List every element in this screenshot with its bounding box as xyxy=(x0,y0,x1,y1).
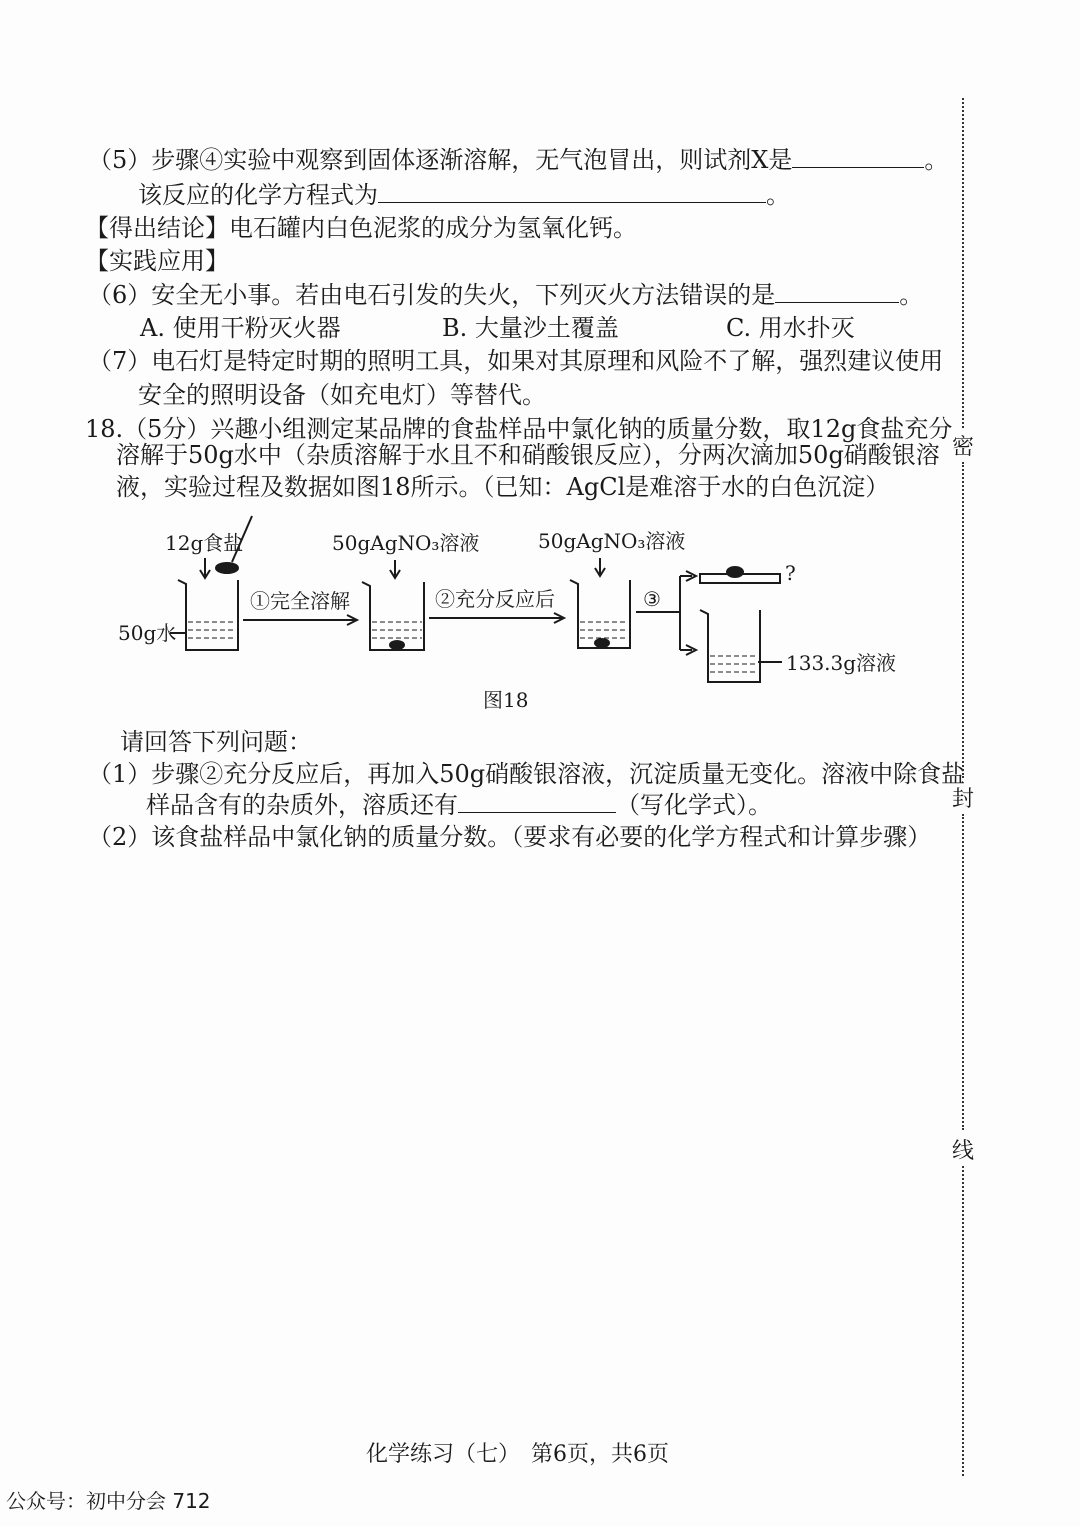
q18-line1: 18.（5分）兴趣小组测定某品牌的食盐样品中氯化钠的质量分数，取12g食盐充分 xyxy=(85,415,953,443)
label-question-mark: ? xyxy=(785,561,796,585)
beaker-1-liquid xyxy=(188,622,236,638)
label-water: 50g水 xyxy=(118,621,177,645)
practice-heading: 【实践应用】 xyxy=(85,247,229,275)
page-footer: 化学练习（七） 第6页，共6页 xyxy=(366,1442,669,1467)
sub-q1-answer-blank[interactable] xyxy=(458,790,616,813)
sub-q2-line: （2）该食盐样品中氯化钠的质量分数。（要求有必要的化学方程式和计算步骤） xyxy=(88,823,932,851)
q5-answer-blank-x[interactable] xyxy=(792,145,924,168)
beaker-2-precipitate xyxy=(390,641,404,649)
q5-line1 xyxy=(88,145,948,175)
binding-margin-dots-4 xyxy=(962,1166,964,1476)
figure-caption: 图18 xyxy=(483,688,529,712)
beaker-1 xyxy=(178,580,238,650)
binding-margin-dots-2 xyxy=(962,462,964,778)
q5-line2-text: 该反应的化学方程式为 xyxy=(138,181,378,209)
q5-line2 xyxy=(138,180,790,210)
questions-intro: 请回答下列问题： xyxy=(120,728,312,756)
sub-q1-line1: （1）步骤②充分反应后，再加入50g硝酸银溶液，沉淀质量无变化。溶液中除食盐 xyxy=(88,760,966,788)
label-step1: ①完全溶解 xyxy=(250,589,350,613)
label-agno3-2: 50gAgNO₃溶液 xyxy=(538,529,686,553)
spoon-bowl xyxy=(216,563,238,573)
beaker-4 xyxy=(700,610,760,682)
label-agno3-1: 50gAgNO₃溶液 xyxy=(332,531,480,555)
binding-margin-dots-3 xyxy=(962,814,964,1130)
q6-line1 xyxy=(88,280,923,310)
q6-option-a: A. 使用干粉灭火器 xyxy=(140,314,341,342)
label-step3: ③ xyxy=(643,587,661,611)
sub-q1-line2-text: 样品含有的杂质外，溶质还有 xyxy=(146,791,458,819)
q6-option-b: B. 大量沙土覆盖 xyxy=(442,314,619,342)
beaker-2-liquid xyxy=(372,622,422,638)
q5-line1-text: （5）步骤④实验中观察到固体逐渐溶解，无气泡冒出，则试剂X是 xyxy=(88,146,793,174)
beaker-3-liquid xyxy=(580,622,628,638)
q6-answer-blank[interactable] xyxy=(775,280,899,303)
q7-line2: 安全的照明设备（如充电灯）等替代。 xyxy=(138,381,546,409)
sub-q1-line2 xyxy=(146,790,772,820)
sub-q1-line2-end: （写化学式）。 xyxy=(616,791,772,819)
beaker-2 xyxy=(362,582,424,650)
filtered-solid xyxy=(727,567,743,577)
q5-answer-blank-equation[interactable] xyxy=(378,180,766,203)
watermark-text: 公众号：初中分会 712 xyxy=(6,1489,211,1513)
margin-char-xian: 线 xyxy=(952,1139,975,1164)
margin-char-mi: 密 xyxy=(952,435,975,460)
binding-margin-dots-1 xyxy=(962,98,964,428)
label-step2: ②充分反应后 xyxy=(435,587,555,611)
beaker-3-precipitate xyxy=(595,639,609,647)
q5-line1-end: 。 xyxy=(924,146,949,174)
q5-line2-end: 。 xyxy=(766,181,790,209)
q18-line2: 溶解于50g水中（杂质溶解于水且不和硝酸银反应），分两次滴加50g硝酸银溶 xyxy=(116,441,940,469)
conclusion-line: 【得出结论】电石罐内白色泥浆的成分为氢氧化钙。 xyxy=(85,214,637,242)
margin-char-feng: 封 xyxy=(952,787,975,812)
figure-18-diagram xyxy=(0,510,960,720)
q6-option-c: C. 用水扑灭 xyxy=(726,314,855,342)
q18-line3: 液，实验过程及数据如图18所示。（已知：AgCl是难溶于水的白色沉淀） xyxy=(116,473,890,501)
label-salt: 12g食盐 xyxy=(165,531,244,555)
q6-line1-end: 。 xyxy=(899,281,924,309)
q6-line1-text: （6）安全无小事。若由电石引发的失火，下列灭火方法错误的是 xyxy=(88,281,776,309)
label-solution: 133.3g溶液 xyxy=(786,651,897,675)
q7-line1: （7）电石灯是特定时期的照明工具，如果对其原理和风险不了解，强烈建议使用 xyxy=(88,347,944,375)
beaker-4-liquid xyxy=(710,656,758,672)
